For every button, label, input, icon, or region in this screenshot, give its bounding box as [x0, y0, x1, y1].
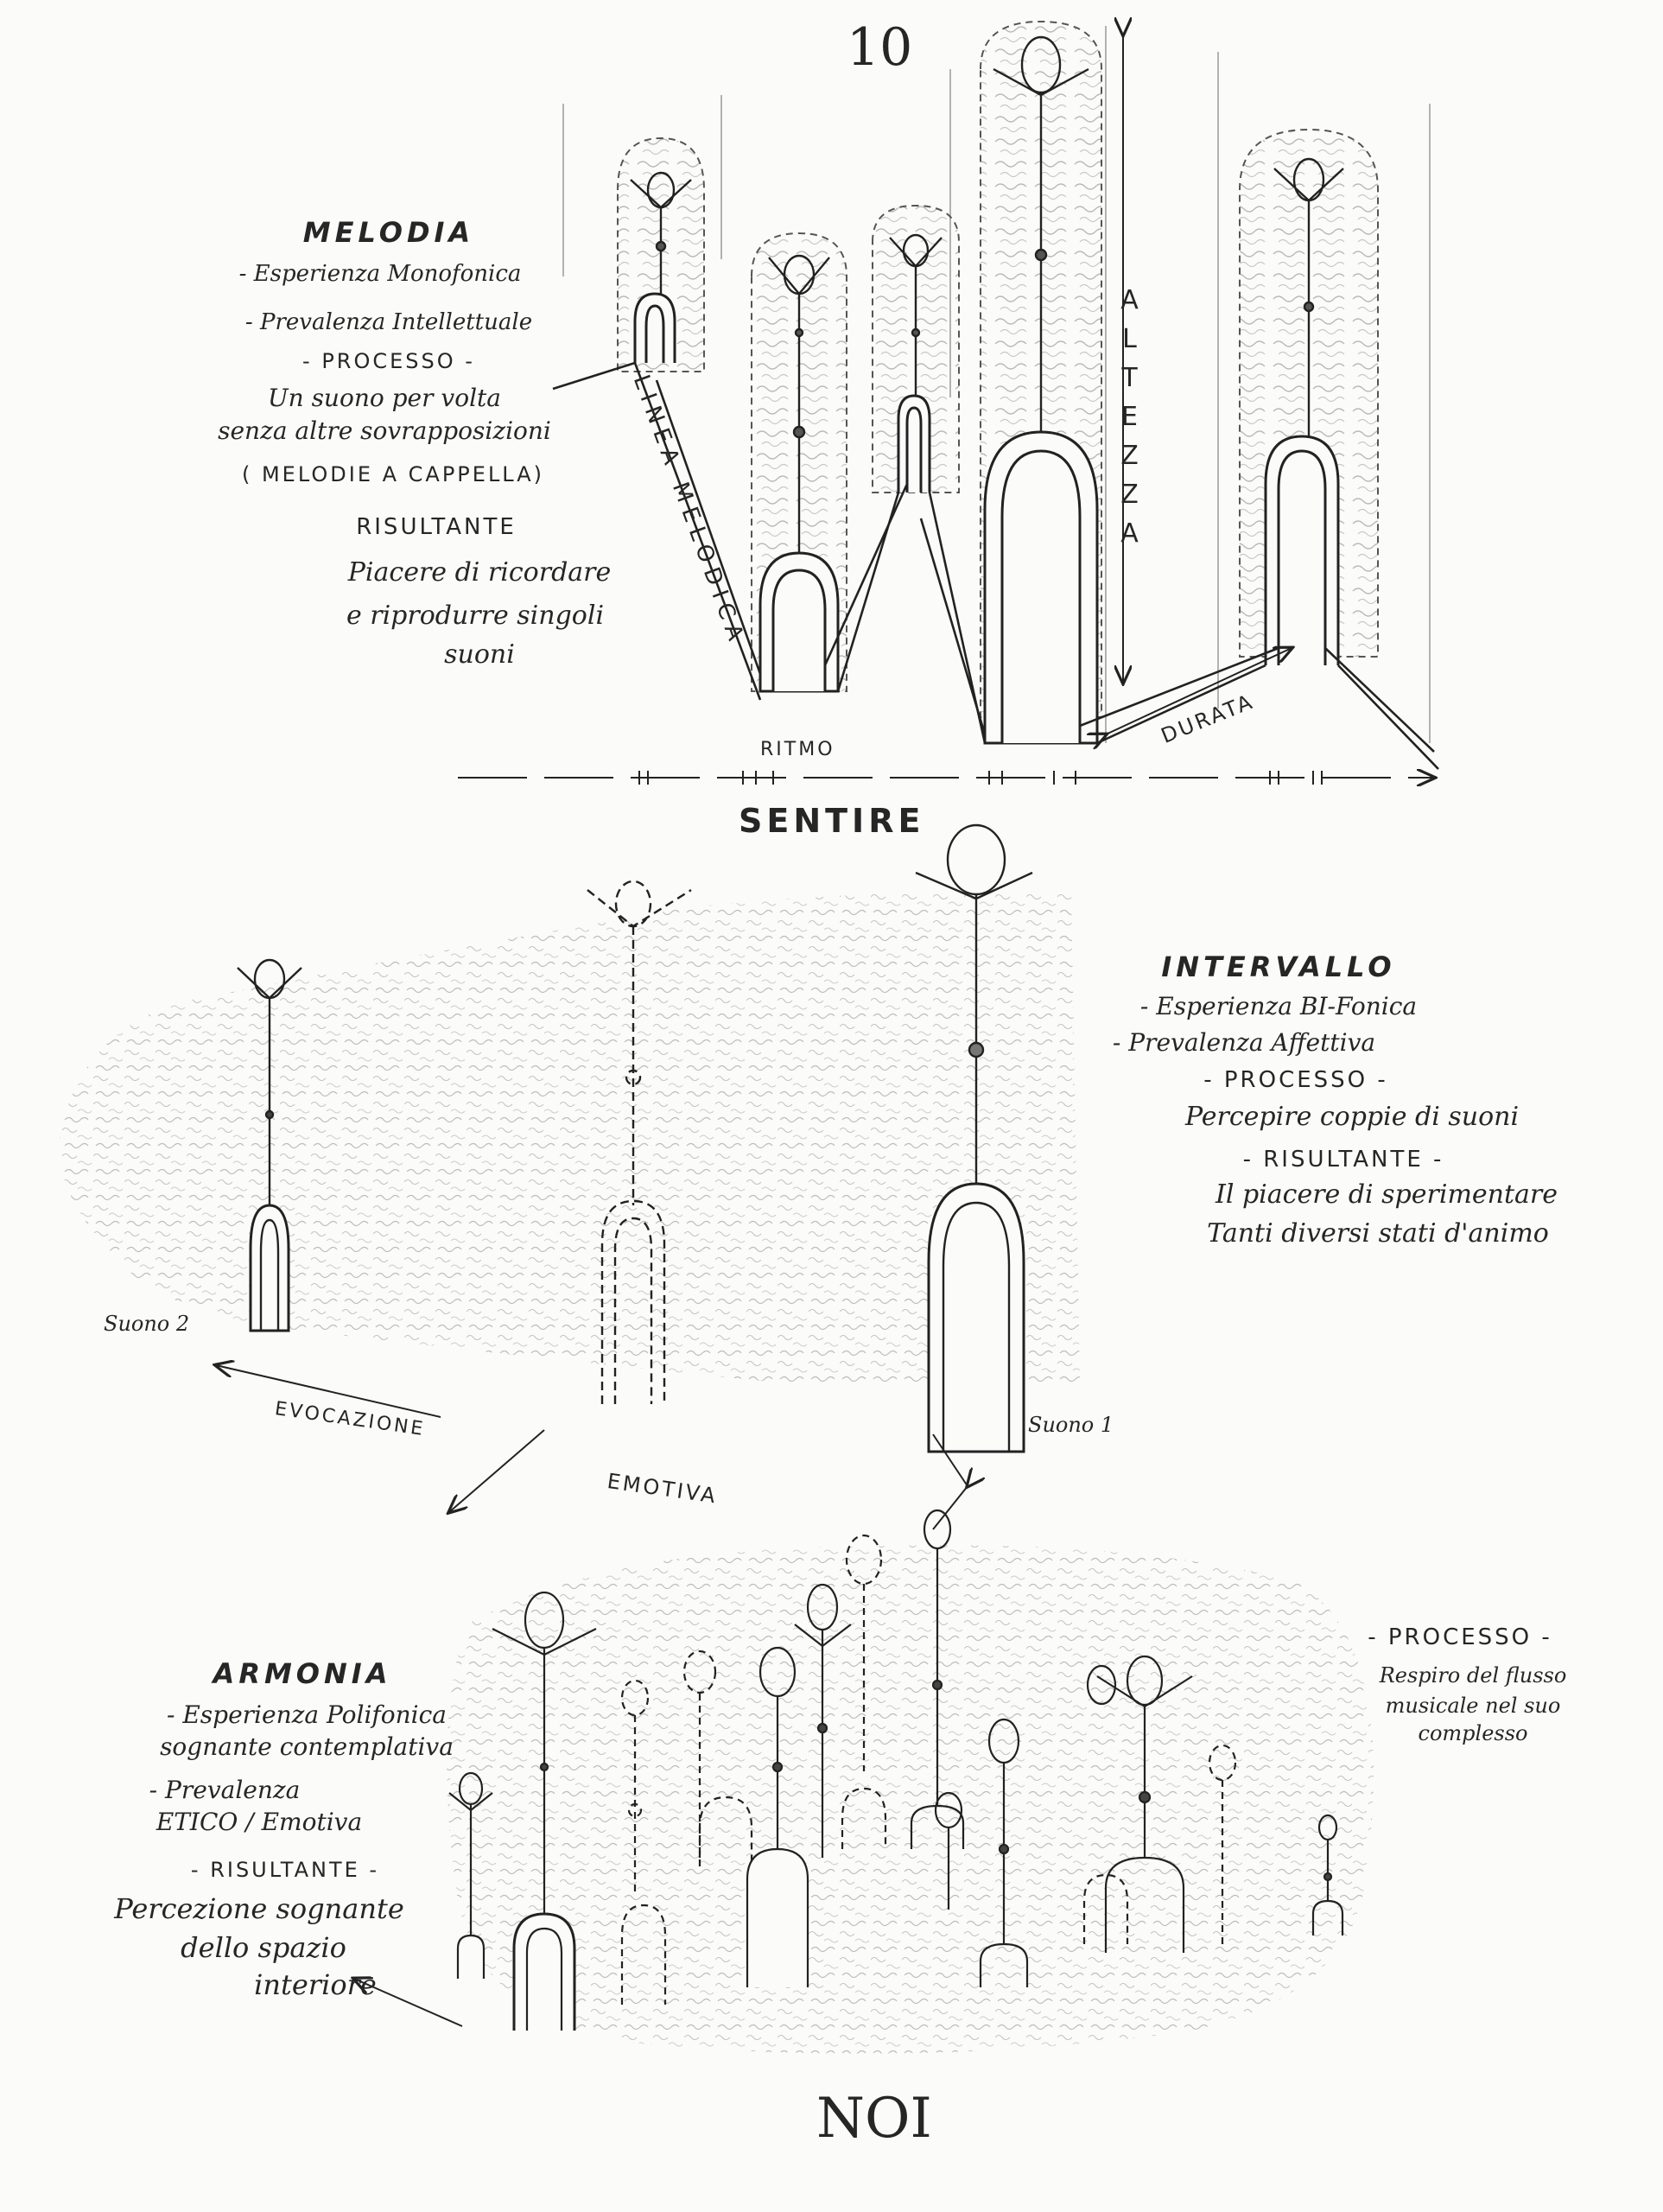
noi-label: NOI	[816, 2087, 932, 2151]
altezza-label	[1114, 285, 1145, 557]
intervallo-line-6: Il piacere di sperimentare	[1215, 1179, 1558, 1210]
armonia-title: ARMONIA	[213, 1657, 392, 1690]
melodia-line-1: - Esperienza Monofonica	[238, 261, 522, 287]
processo-line-3: complesso	[1418, 1721, 1528, 1745]
melodia-line-3: - PROCESSO -	[302, 349, 475, 373]
armonia-line-3: - Prevalenza	[149, 1776, 301, 1804]
durata-label: DURATA	[1158, 689, 1258, 748]
intervallo-line-4: Percepire coppie di suoni	[1184, 1102, 1520, 1132]
evocazione-label: EVOCAZIONE	[273, 1398, 427, 1441]
melodia-line-9: e riprodurre singoli	[346, 601, 605, 631]
armonia-line-8: interiore	[254, 1968, 377, 2001]
armonia-line-7: dello spazio	[181, 1931, 346, 1964]
page-number: 10	[847, 17, 913, 78]
intervallo-line-7: Tanti diversi stati d'animo	[1207, 1218, 1549, 1249]
intervallo-line-1: - Esperienza BI-Fonica	[1139, 992, 1418, 1020]
middle-ground	[60, 890, 1080, 1387]
intervallo-line-5: - RISULTANTE -	[1242, 1147, 1444, 1173]
emotiva-label: EMOTIVA	[606, 1469, 720, 1509]
processo-line-2: musicale nel suo	[1385, 1694, 1561, 1718]
processo-title: - PROCESSO -	[1368, 1624, 1552, 1650]
bottom-ground	[447, 1545, 1374, 2053]
intervallo-line-3: - PROCESSO -	[1203, 1067, 1388, 1093]
armonia-line-1: - Esperienza Polifonica	[166, 1700, 447, 1729]
armonia-line-2: sognante contemplativa	[160, 1732, 454, 1761]
suono1-label: Suono 1	[1028, 1413, 1114, 1437]
melodia-line-7: RISULTANTE	[356, 514, 517, 540]
armonia-line-4: ETICO / Emotiva	[156, 1808, 363, 1836]
intervallo-line-2: - Prevalenza Affettiva	[1112, 1028, 1376, 1057]
melodia-line-2: - Prevalenza Intellettuale	[244, 309, 533, 335]
sentire-label: SENTIRE	[739, 802, 925, 840]
melodia-line-4: Un suono per volta	[268, 384, 501, 412]
melodia-line-6: ( MELODIE A CAPPELLA)	[241, 462, 545, 486]
armonia-line-6: Percezione sognante	[114, 1892, 404, 1925]
processo-line-1: Respiro del flusso	[1379, 1663, 1567, 1688]
intervallo-title: INTERVALLO	[1161, 950, 1396, 983]
altezza-text: ALTEZZA	[1114, 285, 1145, 557]
armonia-line-5: - RISULTANTE -	[190, 1858, 380, 1882]
linea-melodica-label: LINEA MELODICA	[627, 372, 751, 651]
time-axis	[458, 771, 1434, 785]
melodia-line-10: suoni	[444, 639, 515, 670]
melodia-line-8: Piacere di ricordare	[347, 557, 612, 588]
ritmo-label: RITMO	[760, 739, 835, 760]
middle-arrows	[216, 1365, 968, 1529]
suono2-label: Suono 2	[104, 1312, 190, 1336]
melodia-title: MELODIA	[302, 216, 475, 249]
melodia-line-5: senza altre sovrapposizioni	[218, 416, 551, 445]
